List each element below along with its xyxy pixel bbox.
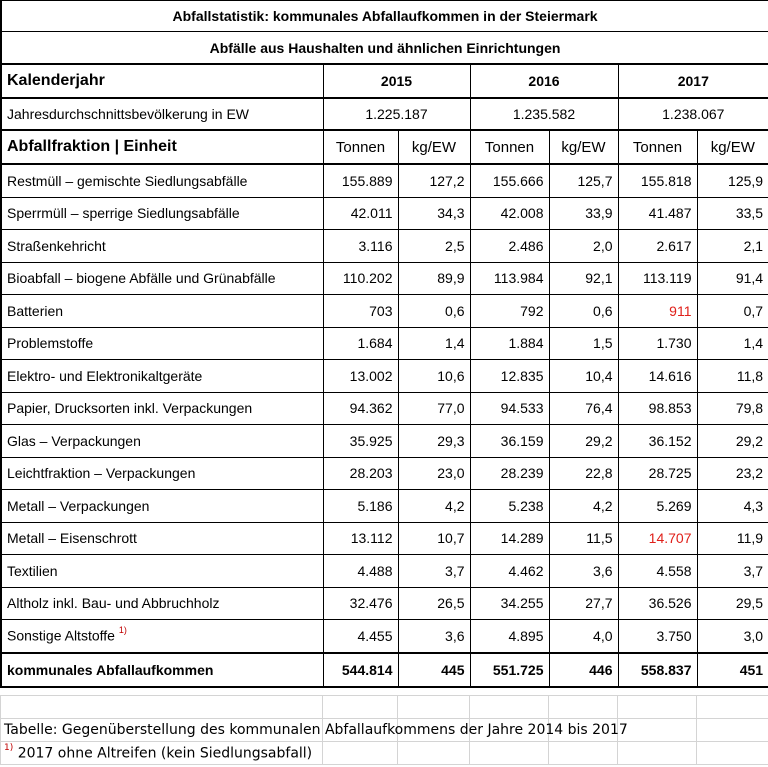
data-cell: 91,4 <box>697 262 768 295</box>
data-cell: 1,5 <box>549 327 618 360</box>
data-cell: 33,9 <box>549 197 618 230</box>
data-cell: 3,0 <box>697 620 768 653</box>
unit-kgew-2016: kg/EW <box>549 130 618 164</box>
row-label-text: Batterien <box>7 302 64 319</box>
row-label-text: Bioabfall – biogene Abfälle und Grünabfälle <box>7 270 276 287</box>
data-cell: 0,6 <box>549 295 618 328</box>
row-label-text: Papier, Drucksorten inkl. Verpackungen <box>7 400 253 417</box>
total-cell: 446 <box>549 653 618 687</box>
data-cell: 113.119 <box>618 262 697 295</box>
data-cell: 29,3 <box>398 425 470 458</box>
data-cell: 10,4 <box>549 360 618 393</box>
table-row <box>1 522 768 555</box>
data-cell: 92,1 <box>549 262 618 295</box>
data-cell: 703 <box>323 295 398 328</box>
footnote-ref: 1) <box>118 625 127 636</box>
row-label <box>1 360 323 393</box>
notes-area <box>0 695 768 765</box>
data-cell: 29,5 <box>697 587 768 620</box>
data-cell: 36.152 <box>618 425 697 458</box>
table-row <box>1 587 768 620</box>
row-label-text: Altholz inkl. Bau- und Abbruchholz <box>7 595 220 612</box>
row-label <box>1 230 323 263</box>
row-label <box>1 555 323 588</box>
data-cell: 4.558 <box>618 555 697 588</box>
data-cell: 1,4 <box>398 327 470 360</box>
table-subtitle: Abfälle aus Haushalten und ähnlichen Einrichtungen <box>1 32 768 65</box>
data-cell: 5.186 <box>323 490 398 523</box>
data-cell: 113.984 <box>470 262 549 295</box>
data-cell: 14.707 <box>618 522 697 555</box>
data-cell: 127,2 <box>398 164 470 197</box>
data-cell: 33,5 <box>697 197 768 230</box>
data-cell: 2.617 <box>618 230 697 263</box>
data-cell: 4,2 <box>398 490 470 523</box>
table-row <box>1 490 768 523</box>
data-cell: 42.011 <box>323 197 398 230</box>
unit-tonnen-2015: Tonnen <box>323 130 398 164</box>
data-cell: 26,5 <box>398 587 470 620</box>
data-cell: 29,2 <box>697 425 768 458</box>
data-cell: 10,7 <box>398 522 470 555</box>
table-row <box>1 230 768 263</box>
data-cell: 4,3 <box>697 490 768 523</box>
row-label <box>1 457 323 490</box>
footnote-text: 2017 ohne Altreifen (kein Siedlungsabfall) <box>17 745 313 762</box>
data-cell: 34,3 <box>398 197 470 230</box>
row-label-text: Sonstige Altstoffe <box>7 628 115 645</box>
table-row <box>1 555 768 588</box>
data-cell: 4,0 <box>549 620 618 653</box>
data-cell: 32.476 <box>323 587 398 620</box>
data-cell: 94.533 <box>470 392 549 425</box>
data-cell: 2,1 <box>697 230 768 263</box>
table-row <box>1 620 768 653</box>
data-cell: 4.895 <box>470 620 549 653</box>
data-cell: 41.487 <box>618 197 697 230</box>
data-cell: 3.116 <box>323 230 398 263</box>
row-label <box>1 620 323 653</box>
row-label-text: Metall – Verpackungen <box>7 497 150 514</box>
data-cell: 1.684 <box>323 327 398 360</box>
data-cell: 2,5 <box>398 230 470 263</box>
table-caption: Tabelle: Gegenüberstellung des kommunalen Abfallaufkommens der Jahre 2014 bis 2017 <box>1 719 323 742</box>
unit-tonnen-2017: Tonnen <box>618 130 697 164</box>
row-label-text: Straßenkehricht <box>7 237 106 254</box>
data-cell: 155.666 <box>470 164 549 197</box>
data-cell: 29,2 <box>549 425 618 458</box>
row-label-text: Leichtfraktion – Verpackungen <box>7 465 196 482</box>
data-cell: 89,9 <box>398 262 470 295</box>
data-cell: 125,9 <box>697 164 768 197</box>
data-cell: 23,2 <box>697 457 768 490</box>
year-2017-header: 2017 <box>618 64 768 98</box>
row-label <box>1 295 323 328</box>
data-cell: 5.269 <box>618 490 697 523</box>
row-label <box>1 164 323 197</box>
data-cell: 13.002 <box>323 360 398 393</box>
row-label <box>1 490 323 523</box>
data-cell: 2,0 <box>549 230 618 263</box>
data-cell: 28.725 <box>618 457 697 490</box>
data-cell: 3,6 <box>549 555 618 588</box>
unit-kgew-2015: kg/EW <box>398 130 470 164</box>
data-cell: 79,8 <box>697 392 768 425</box>
table-row <box>1 295 768 328</box>
data-cell: 35.925 <box>323 425 398 458</box>
table-row <box>1 197 768 230</box>
data-cell: 5.238 <box>470 490 549 523</box>
data-cell: 1.884 <box>470 327 549 360</box>
total-cell: 558.837 <box>618 653 697 687</box>
data-cell: 155.818 <box>618 164 697 197</box>
year-label: Kalenderjahr <box>1 64 323 98</box>
data-cell: 155.889 <box>323 164 398 197</box>
year-2015-header: 2015 <box>323 64 470 98</box>
footnote-mark: 1) <box>4 742 14 753</box>
data-cell: 1,4 <box>697 327 768 360</box>
row-label <box>1 197 323 230</box>
data-cell: 792 <box>470 295 549 328</box>
data-cell: 14.289 <box>470 522 549 555</box>
data-cell: 28.203 <box>323 457 398 490</box>
footnote <box>1 742 323 765</box>
data-cell: 3,6 <box>398 620 470 653</box>
data-cell: 36.526 <box>618 587 697 620</box>
row-label-text: Textilien <box>7 562 58 579</box>
row-label <box>1 522 323 555</box>
population-2015: 1.225.187 <box>323 98 470 130</box>
data-cell: 110.202 <box>323 262 398 295</box>
row-label <box>1 425 323 458</box>
row-label <box>1 392 323 425</box>
unit-tonnen-2016: Tonnen <box>470 130 549 164</box>
data-cell: 22,8 <box>549 457 618 490</box>
data-cell: 4.488 <box>323 555 398 588</box>
data-cell: 4.462 <box>470 555 549 588</box>
population-2017: 1.238.067 <box>618 98 768 130</box>
row-label-text: Sperrmüll – sperrige Siedlungsabfälle <box>7 205 240 222</box>
data-cell: 4,2 <box>549 490 618 523</box>
total-label: kommunales Abfallaufkommen <box>1 653 323 687</box>
row-label-text: Elektro- und Elektronikaltgeräte <box>7 367 203 384</box>
table-row <box>1 457 768 490</box>
data-cell: 12.835 <box>470 360 549 393</box>
row-label <box>1 587 323 620</box>
data-cell: 23,0 <box>398 457 470 490</box>
data-cell: 36.159 <box>470 425 549 458</box>
table-row <box>1 262 768 295</box>
data-cell: 0,6 <box>398 295 470 328</box>
data-cell: 76,4 <box>549 392 618 425</box>
row-label-text: Problemstoffe <box>7 335 94 352</box>
total-cell: 445 <box>398 653 470 687</box>
data-cell: 125,7 <box>549 164 618 197</box>
data-cell: 14.616 <box>618 360 697 393</box>
data-cell: 2.486 <box>470 230 549 263</box>
data-cell: 11,9 <box>697 522 768 555</box>
data-cell: 3,7 <box>697 555 768 588</box>
row-label-text: Restmüll – gemischte Siedlungsabfälle <box>7 172 248 189</box>
data-cell: 42.008 <box>470 197 549 230</box>
total-row <box>1 653 768 687</box>
data-cell: 1.730 <box>618 327 697 360</box>
data-cell: 28.239 <box>470 457 549 490</box>
data-cell: 34.255 <box>470 587 549 620</box>
data-cell: 13.112 <box>323 522 398 555</box>
data-cell: 4.455 <box>323 620 398 653</box>
table-title: Abfallstatistik: kommunales Abfallaufkommen in der Steiermark <box>1 1 768 32</box>
population-label: Jahresdurchschnittsbevölkerung in EW <box>1 98 323 130</box>
data-cell: 94.362 <box>323 392 398 425</box>
total-cell: 451 <box>697 653 768 687</box>
data-cell: 77,0 <box>398 392 470 425</box>
data-cell: 11,5 <box>549 522 618 555</box>
data-cell: 98.853 <box>618 392 697 425</box>
row-label <box>1 262 323 295</box>
population-2016: 1.235.582 <box>470 98 618 130</box>
data-cell: 27,7 <box>549 587 618 620</box>
total-cell: 544.814 <box>323 653 398 687</box>
data-cell: 10,6 <box>398 360 470 393</box>
table-row <box>1 425 768 458</box>
row-label-text: Metall – Eisenschrott <box>7 530 137 547</box>
data-cell: 3,7 <box>398 555 470 588</box>
table-row <box>1 360 768 393</box>
row-label-text: Glas – Verpackungen <box>7 432 141 449</box>
data-cell: 0,7 <box>697 295 768 328</box>
row-label <box>1 327 323 360</box>
table-row <box>1 392 768 425</box>
data-cell: 911 <box>618 295 697 328</box>
data-cell: 3.750 <box>618 620 697 653</box>
table-row <box>1 164 768 197</box>
data-cell: 11,8 <box>697 360 768 393</box>
fraction-unit-header: Abfallfraktion | Einheit <box>1 130 323 164</box>
year-2016-header: 2016 <box>470 64 618 98</box>
unit-kgew-2017: kg/EW <box>697 130 768 164</box>
total-cell: 551.725 <box>470 653 549 687</box>
table-row <box>1 327 768 360</box>
